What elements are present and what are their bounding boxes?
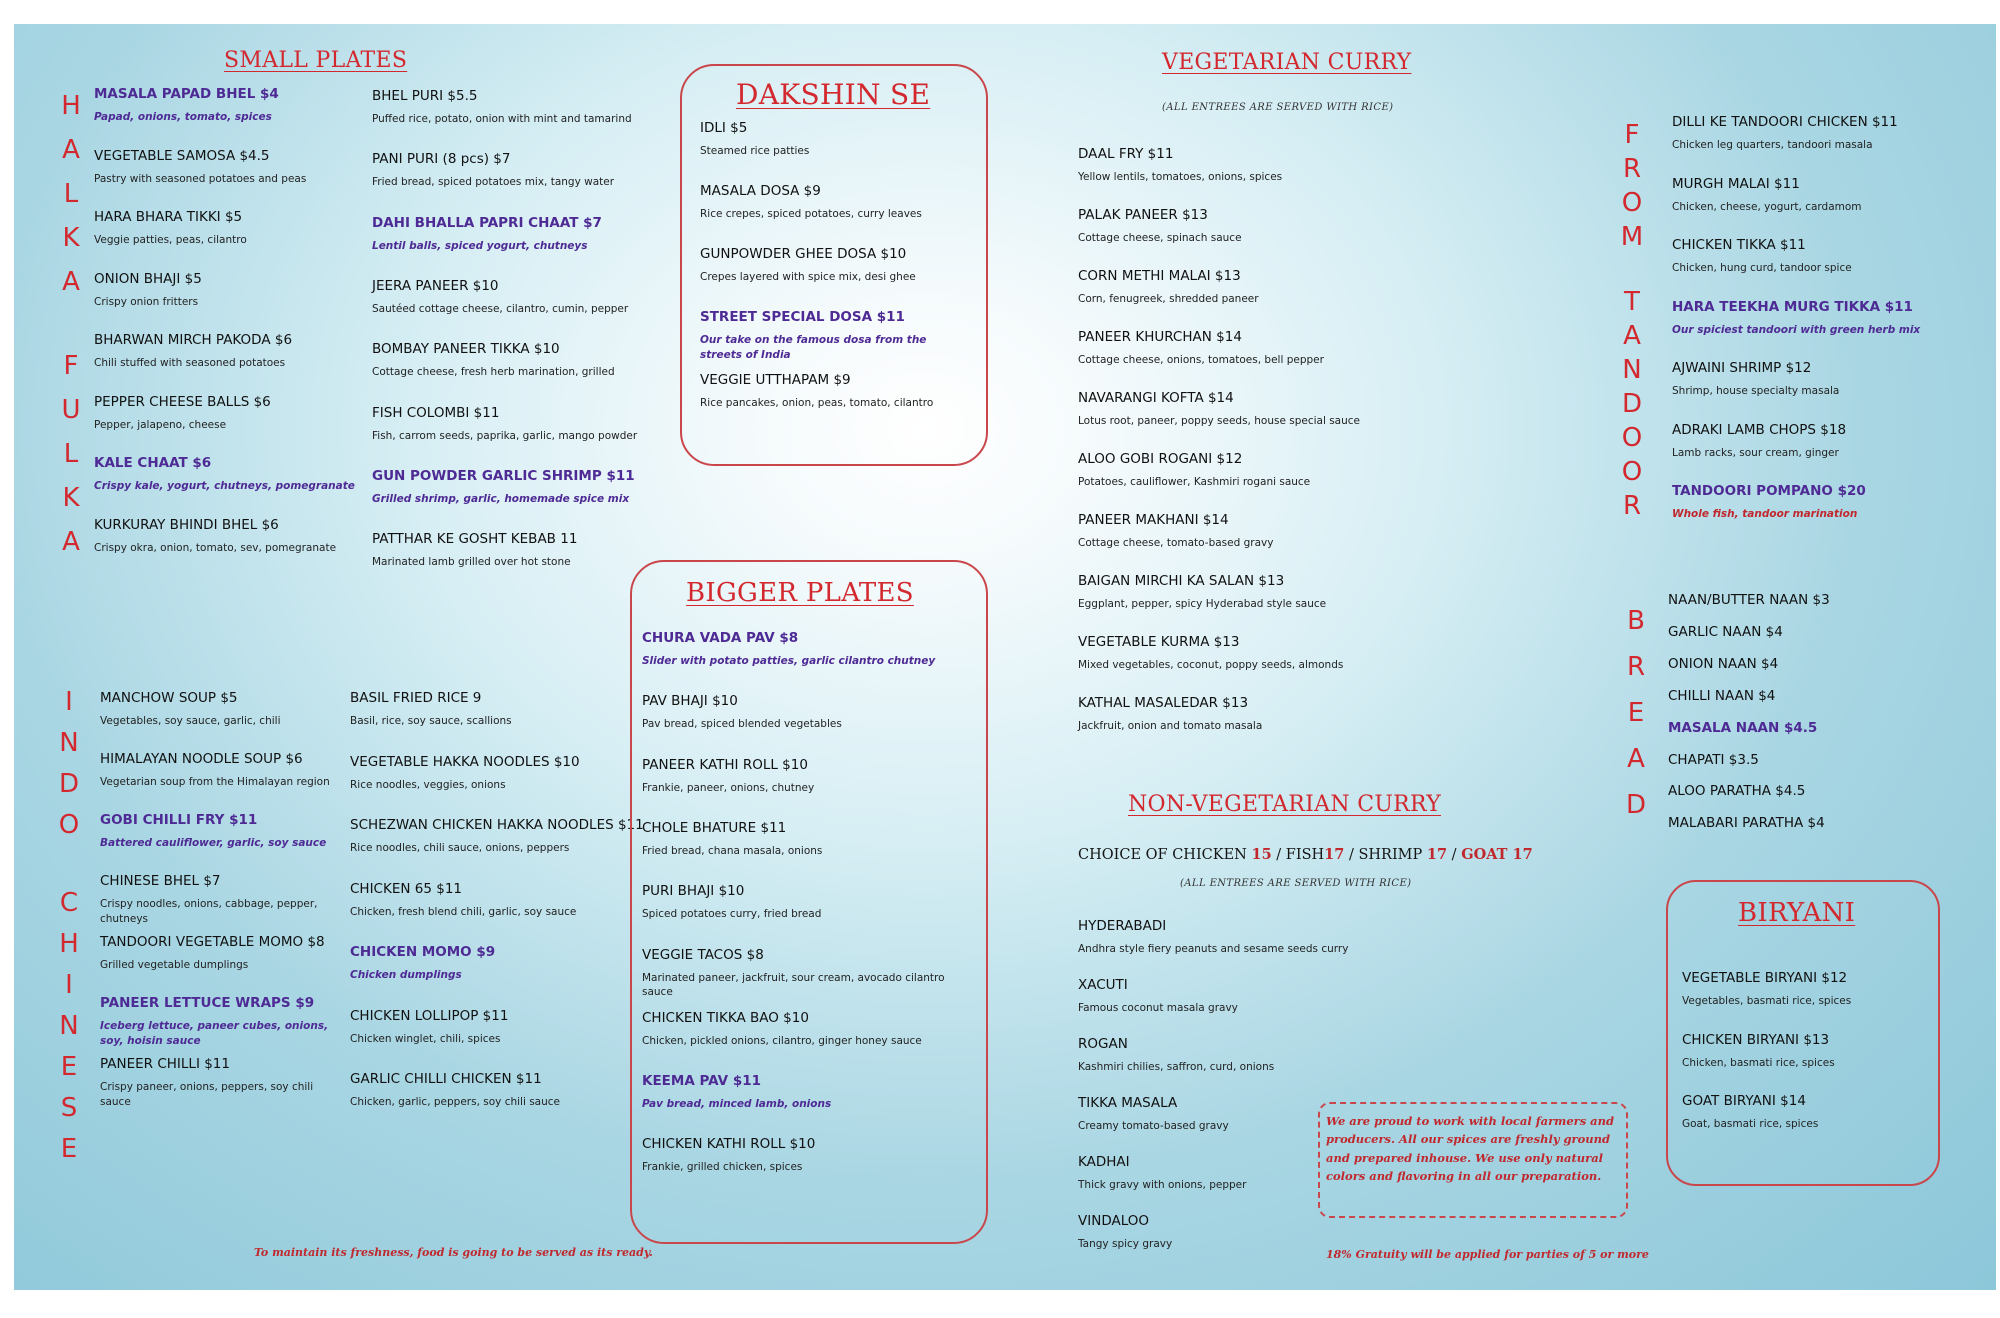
menu-item <box>1672 237 1942 276</box>
item-name: HARA BHARA TIKKI $5 <box>94 209 243 225</box>
dakshin-se-title: DAKSHIN SE <box>736 78 931 111</box>
vertical-title-letter: U <box>61 394 81 425</box>
menu-item <box>700 183 962 222</box>
menu-item <box>94 455 364 494</box>
item-name: CHAPATI $3.5 <box>1668 751 1759 768</box>
menu-item <box>1078 451 1408 490</box>
from-tandoor-vertical-title <box>1616 118 1648 523</box>
vertical-title-letter: K <box>62 482 80 513</box>
item-description: Chicken, basmati rice, spices <box>1682 1056 1835 1069</box>
item-name: ONION BHAJI $5 <box>94 270 202 287</box>
menu-item <box>1668 624 1938 640</box>
item-description: Kashmiri chilies, saffron, curd, onions <box>1078 1061 1275 1073</box>
item-name: VEGGIE TACOS $8 <box>642 946 764 963</box>
menu-item <box>1078 512 1408 551</box>
item-description: Rice pancakes, onion, peas, tomato, cilantro <box>700 397 934 409</box>
chicken-price: 15 <box>1251 846 1272 863</box>
item-description: Crispy okra, onion, tomato, sev, pomegranate <box>94 541 337 554</box>
menu-item <box>372 215 654 254</box>
vertical-title-letter: A <box>62 135 80 165</box>
item-description: Marinated lamb grilled over hot stone <box>372 556 571 569</box>
item-name: TIKKA MASALA <box>1078 1095 1178 1111</box>
vertical-title-letter: I <box>65 687 73 717</box>
item-description: Andhra style fiery peanuts and sesame seeds curry <box>1078 943 1349 955</box>
item-name: GOAT BIRYANI $14 <box>1682 1093 1806 1109</box>
item-description: Chicken, pickled onions, cilantro, ginger honey sauce <box>642 1034 922 1047</box>
menu-item <box>100 873 336 926</box>
menu-item <box>100 751 336 790</box>
item-name: PURI BHAJI $10 <box>642 883 745 900</box>
item-name: CORN METHI MALAI $13 <box>1078 268 1241 284</box>
menu-item <box>1668 592 1938 608</box>
protein-choice-line <box>1078 846 1533 863</box>
item-description: Jackfruit, onion and tomato masala <box>1078 720 1263 732</box>
item-name: DILLI KE TANDOORI CHICKEN $11 <box>1672 114 1898 130</box>
vertical-title-letter: K <box>62 223 80 253</box>
item-name: VEGETABLE SAMOSA $4.5 <box>94 147 270 164</box>
item-description: Iceberg lettuce, paneer cubes, onions, soy, hoisin sauce <box>100 1020 329 1047</box>
menu-item <box>1668 720 1938 736</box>
menu-item <box>94 86 364 125</box>
item-description: Fish, carrom seeds, paprika, garlic, mango powder <box>372 429 638 442</box>
menu-item <box>1668 656 1938 672</box>
item-description: Frankie, grilled chicken, spices <box>642 1161 803 1174</box>
menu-item <box>642 883 972 922</box>
item-name: KADHAI <box>1078 1154 1130 1170</box>
item-description: Vegetables, soy sauce, garlic, chili <box>100 715 281 727</box>
item-description: Our spiciest tandoori with green herb mix <box>1672 323 1921 336</box>
item-name: CHOLE BHATURE $11 <box>642 819 787 836</box>
item-description: Veggie patties, peas, cilantro <box>94 234 247 246</box>
menu-item <box>100 995 336 1048</box>
menu-item <box>1672 483 1942 522</box>
item-name: BHEL PURI $5.5 <box>372 88 478 104</box>
menu-item <box>94 332 364 371</box>
item-name: CHICKEN MOMO $9 <box>350 944 496 960</box>
item-description: Fried bread, chana masala, onions <box>642 844 823 857</box>
menu-item <box>1668 688 1938 704</box>
item-name: MURGH MALAI $11 <box>1672 175 1800 192</box>
item-description: Mixed vegetables, coconut, poppy seeds, almonds <box>1078 659 1344 671</box>
small-plates-title: SMALL PLATES <box>224 48 408 73</box>
menu-item <box>100 812 336 851</box>
item-name: KATHAL MASALEDAR $13 <box>1078 695 1249 711</box>
vertical-title-letter: O <box>58 810 80 840</box>
vertical-title-letter: E <box>60 1051 78 1082</box>
item-description: Chicken, hung curd, tandoor spice <box>1672 262 1852 274</box>
item-name: XACUTI <box>1078 977 1128 993</box>
vertical-title-letter: O <box>1621 456 1643 487</box>
bigger-plates-title: BIGGER PLATES <box>686 578 914 608</box>
item-description: Papad, onions, tomato, spices <box>94 111 272 123</box>
item-name: KURKURAY BHINDI BHEL $6 <box>94 516 279 533</box>
item-name: TANDOORI VEGETABLE MOMO $8 <box>100 934 325 950</box>
menu-item <box>350 817 644 856</box>
menu-item <box>1078 573 1408 612</box>
choice-shrimp-label: / SHRIMP <box>1344 847 1427 863</box>
item-name: KALE CHAAT $6 <box>94 455 212 471</box>
bread-vertical-title <box>1620 598 1652 828</box>
item-description: Lentil balls, spiced yogurt, chutneys <box>372 239 588 252</box>
item-name: PANEER CHILLI $11 <box>100 1056 230 1072</box>
item-description: Cottage cheese, spinach sauce <box>1078 232 1242 244</box>
item-name: CHINESE BHEL $7 <box>100 873 221 889</box>
item-description: Chicken winglet, chili, spices <box>350 1032 501 1045</box>
vertical-title-letter: N <box>1622 354 1642 385</box>
vertical-title-letter: T <box>1624 286 1640 317</box>
item-description: Puffed rice, potato, onion with mint and tamarind <box>372 113 632 125</box>
menu-item <box>1668 752 1938 768</box>
item-description: Pav bread, minced lamb, onions <box>642 1098 832 1111</box>
menu-item <box>94 394 364 433</box>
item-name: GARLIC CHILLI CHICKEN $11 <box>350 1071 542 1087</box>
item-description: Rice noodles, veggies, onions <box>350 778 506 791</box>
menu-item <box>1668 783 1938 799</box>
vertical-title-letter: N <box>59 728 79 758</box>
item-name: CHICKEN KATHI ROLL $10 <box>642 1136 816 1153</box>
item-name: JEERA PANEER $10 <box>372 277 499 294</box>
item-name: STREET SPECIAL DOSA $11 <box>700 309 905 325</box>
item-name: DAHI BHALLA PAPRI CHAAT $7 <box>372 214 602 231</box>
menu-item <box>1672 360 1942 399</box>
item-description: Slider with potato patties, garlic cilantro chutney <box>642 655 936 667</box>
menu-item <box>350 1071 630 1110</box>
item-name: PATTHAR KE GOSHT KEBAB 11 <box>372 531 578 548</box>
item-name: ONION NAAN $4 <box>1668 655 1779 672</box>
menu-item <box>1668 815 1938 831</box>
menu-item <box>94 271 364 310</box>
menu-item <box>372 531 654 570</box>
vertical-title-letter: R <box>1622 154 1642 184</box>
item-description: Chicken leg quarters, tandoori masala <box>1672 139 1873 151</box>
choice-chicken-label: CHOICE OF CHICKEN <box>1078 847 1252 863</box>
vertical-title-letter: H <box>61 91 81 121</box>
menu-item <box>1078 268 1408 307</box>
menu-item <box>1078 977 1378 1016</box>
local-producers-note: We are proud to work with local farmers and producers. All our spices are freshly ground and prepared inhouse. We use only natural colors and flavoring in all our preparation. <box>1326 1114 1615 1184</box>
item-name: VINDALOO <box>1078 1213 1150 1229</box>
menu-item <box>1682 1032 1922 1071</box>
menu-item <box>350 944 630 983</box>
menu-item <box>700 246 962 285</box>
item-name: GUN POWDER GARLIC SHRIMP $11 <box>372 467 635 484</box>
shrimp-price: 17 <box>1426 846 1448 863</box>
menu-item <box>1078 1213 1378 1252</box>
indo-chinese-vertical-title <box>54 682 84 1170</box>
item-name: CHICKEN LOLLIPOP $11 <box>350 1007 509 1024</box>
item-description: Lamb racks, sour cream, ginger <box>1672 446 1839 459</box>
vertical-title-letter: D <box>1621 388 1643 419</box>
vertical-title-letter: E <box>1627 698 1645 728</box>
item-description: Chicken, cheese, yogurt, cardamom <box>1672 200 1862 213</box>
item-name: BOMBAY PANEER TIKKA $10 <box>372 341 560 358</box>
item-name: GOBI CHILLI FRY $11 <box>100 812 258 828</box>
vertical-title-letter: D <box>1625 790 1647 820</box>
item-name: CHILLI NAAN $4 <box>1668 687 1776 704</box>
item-name: BASIL FRIED RICE 9 <box>350 690 482 706</box>
item-name: GUNPOWDER GHEE DOSA $10 <box>700 246 907 262</box>
item-description: Goat, basmati rice, spices <box>1682 1118 1819 1130</box>
item-description: Crispy noodles, onions, cabbage, pepper, chutneys <box>100 898 318 925</box>
item-description: Sautéed cottage cheese, cilantro, cumin, pepper <box>372 302 629 315</box>
item-description: Steamed rice patties <box>700 145 810 157</box>
item-description: Crispy kale, yogurt, chutneys, pomegranate <box>94 480 355 492</box>
menu-item <box>1078 634 1408 673</box>
vertical-title-letter: R <box>1626 652 1646 682</box>
menu-item <box>642 947 972 1000</box>
choice-separator: / <box>1447 847 1462 863</box>
item-description: Lotus root, paneer, poppy seeds, house special sauce <box>1078 415 1361 427</box>
menu-item <box>94 517 364 556</box>
menu-item <box>372 88 654 127</box>
item-name: ROGAN <box>1078 1036 1128 1052</box>
menu-item <box>372 151 654 190</box>
item-description: Corn, fenugreek, shredded paneer <box>1078 293 1259 305</box>
item-name: FISH COLOMBI $11 <box>372 404 500 421</box>
item-name: HIMALAYAN NOODLE SOUP $6 <box>100 751 303 767</box>
item-description: Shrimp, house specialty masala <box>1672 385 1840 397</box>
item-description: Our take on the famous dosa from the streets of India <box>700 334 927 361</box>
item-description: Grilled shrimp, garlic, homemade spice mix <box>372 492 630 505</box>
item-name: PANEER KATHI ROLL $10 <box>642 756 808 773</box>
halka-fulka-vertical-title <box>56 84 86 564</box>
item-name: VEGGIE UTTHAPAM $9 <box>700 372 851 388</box>
item-description: Basil, rice, soy sauce, scallions <box>350 715 512 727</box>
menu-item <box>1672 299 1942 338</box>
item-description: Vegetables, basmati rice, spices <box>1682 995 1852 1007</box>
vertical-title-letter: F <box>63 350 79 381</box>
item-description: Whole fish, tandoor marination <box>1672 508 1858 520</box>
vegetarian-curry-title: VEGETARIAN CURRY <box>1162 50 1412 75</box>
item-description: Crispy onion fritters <box>94 295 199 308</box>
item-name: ALOO PARATHA $4.5 <box>1668 783 1806 800</box>
fish-price: 17 <box>1324 846 1345 863</box>
item-name: IDLI $5 <box>700 120 748 136</box>
menu-item <box>350 754 630 793</box>
item-description: Rice crepes, spiced potatoes, curry leaves <box>700 208 922 220</box>
item-description: Yellow lentils, tomatoes, onions, spices <box>1078 171 1283 183</box>
vertical-title-letter: D <box>58 769 80 799</box>
item-name: BAIGAN MIRCHI KA SALAN $13 <box>1078 573 1285 589</box>
item-name: CHICKEN TIKKA BAO $10 <box>642 1009 809 1026</box>
item-name: PANEER LETTUCE WRAPS $9 <box>100 995 315 1011</box>
item-name: ALOO GOBI ROGANI $12 <box>1078 451 1243 467</box>
item-description: Chicken, garlic, peppers, soy chili sauce <box>350 1096 561 1108</box>
menu-item <box>1672 422 1942 461</box>
item-name: SCHEZWAN CHICKEN HAKKA NOODLES $11 <box>350 817 644 833</box>
item-description: Chicken, fresh blend chili, garlic, soy sauce <box>350 905 577 918</box>
vertical-title-letter: R <box>1622 490 1642 521</box>
non-veg-curry-note: (ALL ENTREES ARE SERVED WITH RICE) <box>1180 878 1412 889</box>
item-name: HYDERABADI <box>1078 918 1167 934</box>
menu-item <box>1672 176 1942 215</box>
menu-item <box>642 757 972 796</box>
item-name: CHICKEN BIRYANI $13 <box>1682 1031 1830 1048</box>
vegetarian-curry-note: (ALL ENTREES ARE SERVED WITH RICE) <box>1162 102 1394 113</box>
item-name: GARLIC NAAN $4 <box>1668 623 1783 640</box>
menu-item <box>1682 1093 1922 1132</box>
vertical-title-letter: S <box>60 1092 78 1123</box>
item-description: Chili stuffed with seasoned potatoes <box>94 357 286 369</box>
menu-item <box>642 1073 972 1112</box>
vertical-title-letter: A <box>1627 744 1645 774</box>
item-description: Pepper, jalapeno, cheese <box>94 418 227 431</box>
menu-item <box>700 309 962 362</box>
item-description: Crispy paneer, onions, peppers, soy chili sauce <box>100 1081 314 1108</box>
item-description: Crepes layered with spice mix, desi ghee <box>700 271 916 283</box>
item-description: Cottage cheese, fresh herb marination, grilled <box>372 366 615 379</box>
menu-item <box>642 1136 972 1175</box>
item-name: VEGETABLE BIRYANI $12 <box>1682 970 1848 986</box>
vertical-title-letter: O <box>1621 188 1643 218</box>
vertical-title-letter: B <box>1627 606 1645 636</box>
menu-item <box>100 934 336 973</box>
item-name: PANI PURI (8 pcs) $7 <box>372 151 511 168</box>
menu-item <box>1078 918 1378 957</box>
vertical-title-letter: N <box>59 1010 79 1041</box>
menu-item <box>372 278 654 317</box>
menu-item <box>350 881 630 920</box>
menu-item <box>100 1056 336 1109</box>
menu-item <box>372 341 654 380</box>
gratuity-note: 18% Gratuity will be applied for parties of 5 or more <box>1326 1248 1649 1261</box>
item-name: MALABARI PARATHA $4 <box>1668 815 1825 832</box>
vertical-title-letter: C <box>59 887 79 918</box>
item-name: TANDOORI POMPANO $20 <box>1672 483 1866 499</box>
item-description: Cottage cheese, onions, tomatoes, bell pepper <box>1078 354 1324 366</box>
item-name: MASALA NAAN $4.5 <box>1668 719 1818 736</box>
choice-fish-label: / FISH <box>1271 847 1325 863</box>
item-name: MASALA DOSA $9 <box>700 183 821 199</box>
menu-item <box>642 1010 972 1049</box>
item-name: NAAN/BUTTER NAAN $3 <box>1668 592 1830 608</box>
menu-item <box>1078 390 1408 429</box>
item-description: Thick gravy with onions, pepper <box>1078 1179 1247 1191</box>
item-name: VEGETABLE KURMA $13 <box>1078 634 1240 650</box>
menu-item <box>1672 114 1942 153</box>
item-name: BHARWAN MIRCH PAKODA $6 <box>94 332 293 348</box>
menu-item <box>700 372 962 411</box>
menu-item <box>372 405 654 444</box>
item-name: ADRAKI LAMB CHOPS $18 <box>1672 421 1847 438</box>
vertical-title-letter: A <box>1623 320 1641 351</box>
vertical-title-letter: L <box>63 438 79 469</box>
menu-item <box>700 120 962 159</box>
menu-item <box>1078 329 1408 368</box>
item-description: Potatoes, cauliflower, Kashmiri rogani sauce <box>1078 476 1311 488</box>
menu-item <box>100 690 336 729</box>
menu-item <box>1078 695 1408 734</box>
menu-item <box>1078 146 1408 185</box>
vertical-title-letter: A <box>62 267 80 297</box>
item-name: AJWAINI SHRIMP $12 <box>1672 360 1812 376</box>
item-description: Frankie, paneer, onions, chutney <box>642 781 815 794</box>
freshness-note: To maintain its freshness, food is going to be served as its ready. <box>254 1246 653 1259</box>
menu-item <box>350 690 630 729</box>
menu-item <box>350 1008 630 1047</box>
menu-item <box>1078 1036 1378 1075</box>
item-description: Tangy spicy gravy <box>1078 1238 1173 1250</box>
item-description: Eggplant, pepper, spicy Hyderabad style sauce <box>1078 598 1327 610</box>
item-name: PAV BHAJI $10 <box>642 693 738 710</box>
goat-price: GOAT 17 <box>1461 846 1533 863</box>
menu-item <box>1078 207 1408 246</box>
menu-item <box>94 209 364 248</box>
item-description: Spiced potatoes curry, fried bread <box>642 908 822 921</box>
item-description: Grilled vegetable dumplings <box>100 959 249 971</box>
item-name: MANCHOW SOUP $5 <box>100 690 238 706</box>
vertical-title-letter: H <box>59 928 79 959</box>
item-name: PEPPER CHEESE BALLS $6 <box>94 393 271 410</box>
vertical-title-letter: O <box>1621 422 1643 453</box>
non-veg-curry-title: NON-VEGETARIAN CURRY <box>1128 792 1442 817</box>
item-name: HARA TEEKHA MURG TIKKA $11 <box>1672 298 1913 315</box>
item-name: PANEER MAKHANI $14 <box>1078 512 1229 528</box>
item-description: Marinated paneer, jackfruit, sour cream, avocado cilantro sauce <box>642 971 945 999</box>
item-name: NAVARANGI KOFTA $14 <box>1078 390 1234 406</box>
item-description: Creamy tomato-based gravy <box>1078 1120 1229 1132</box>
menu-item <box>1682 970 1922 1009</box>
menu-item <box>642 820 972 859</box>
item-name: CHURA VADA PAV $8 <box>642 630 799 646</box>
item-description: Chicken dumplings <box>350 969 462 981</box>
item-description: Vegetarian soup from the Himalayan region <box>100 776 330 788</box>
item-description: Pav bread, spiced blended vegetables <box>642 718 842 731</box>
item-description: Fried bread, spiced potatoes mix, tangy water <box>372 176 615 189</box>
menu-item <box>642 630 972 669</box>
item-description: Rice noodles, chili sauce, onions, peppers <box>350 842 570 854</box>
item-name: CHICKEN 65 $11 <box>350 880 462 897</box>
item-description: Cottage cheese, tomato-based gravy <box>1078 537 1274 549</box>
vertical-title-letter: L <box>63 179 79 209</box>
menu-item <box>642 693 972 732</box>
vertical-title-letter: A <box>62 526 80 557</box>
menu-item <box>94 148 364 187</box>
vertical-title-letter: I <box>65 969 73 1000</box>
item-description: Pastry with seasoned potatoes and peas <box>94 172 307 185</box>
item-description: Famous coconut masala gravy <box>1078 1002 1238 1014</box>
biryani-title: BIRYANI <box>1738 898 1856 928</box>
vertical-title-letter: M <box>1620 222 1644 252</box>
item-description: Battered cauliflower, garlic, soy sauce <box>100 837 327 849</box>
vertical-title-letter: E <box>60 1133 78 1164</box>
menu-item <box>372 468 654 507</box>
item-name: DAAL FRY $11 <box>1078 146 1174 162</box>
item-name: KEEMA PAV $11 <box>642 1073 762 1090</box>
item-name: PANEER KHURCHAN $14 <box>1078 329 1242 345</box>
item-name: CHICKEN TIKKA $11 <box>1672 237 1806 253</box>
item-name: VEGETABLE HAKKA NOODLES $10 <box>350 753 580 770</box>
vertical-title-letter: F <box>1624 120 1640 150</box>
item-name: MASALA PAPAD BHEL $4 <box>94 86 279 102</box>
item-name: PALAK PANEER $13 <box>1078 207 1208 223</box>
